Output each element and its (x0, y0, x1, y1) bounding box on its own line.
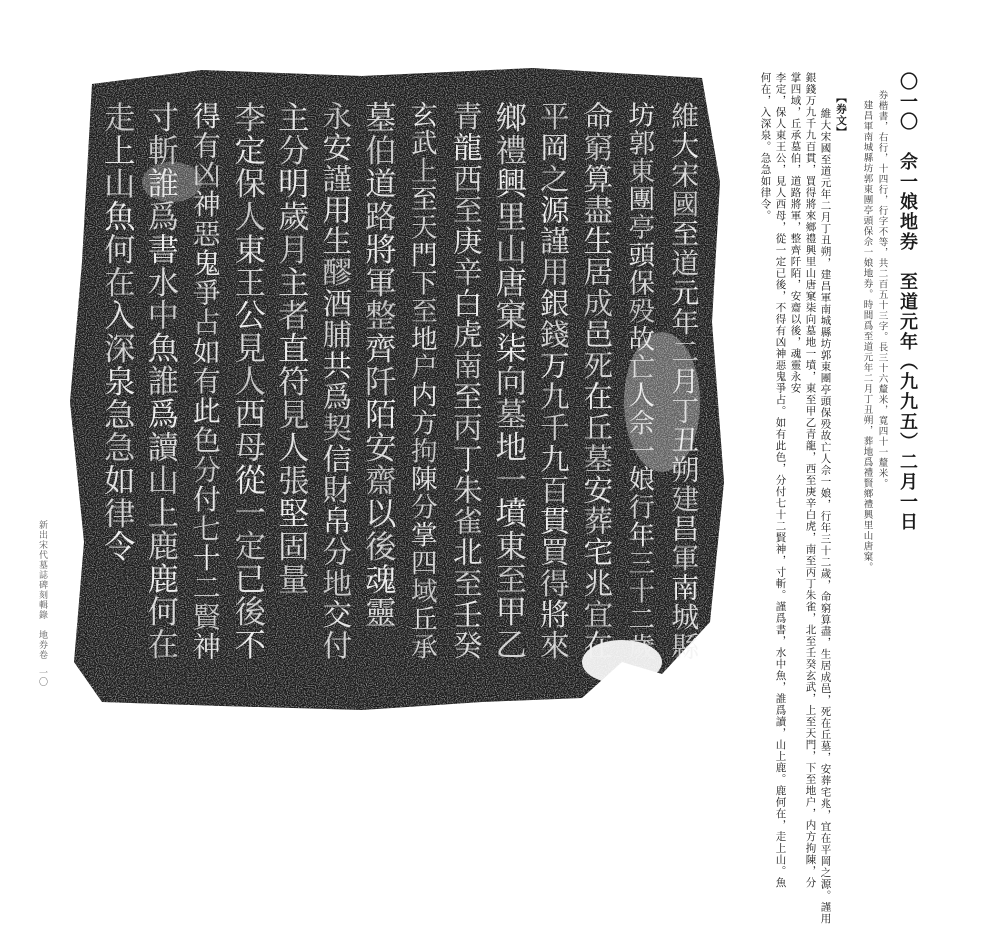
rubbing-char: 西 (453, 162, 483, 197)
rubbing-char: 東 (628, 156, 656, 188)
rubbing-char: 靈 (365, 595, 397, 632)
rubbing-char: 誰 (147, 364, 179, 401)
rubbing-char: 錢 (540, 317, 570, 352)
rubbing-char: 岡 (540, 131, 570, 166)
rubbing-char: 路 (365, 199, 397, 236)
rubbing-char: 禮 (495, 133, 527, 170)
rubbing-char: 上 (411, 156, 438, 188)
rubbing-char: 九 (540, 442, 570, 477)
rubbing-char: 縣 (671, 630, 700, 664)
rubbing-char: 武 (411, 128, 438, 160)
rubbing-char: 墓 (495, 397, 527, 434)
rubbing-char: 山 (147, 463, 179, 499)
rubbing-char: 後 (234, 594, 266, 631)
rubbing-char: 户 (411, 352, 438, 384)
rubbing-char: 凶 (192, 158, 221, 192)
rubbing-char: 至 (411, 184, 438, 216)
rubbing-char: 二 (628, 604, 656, 636)
rubbing-char: 律 (104, 496, 136, 533)
page-title: 〇一〇 佘一娘地券 至道元年（九九五）二月一日 (897, 72, 918, 532)
rubbing-char: 四 (411, 548, 438, 580)
rubbing-char: 地 (411, 324, 438, 356)
rubbing-char: 千 (540, 411, 570, 446)
rubbing-char: 李 (234, 100, 266, 137)
rubbing-char: 虎 (453, 317, 483, 352)
rubbing-char: 永 (322, 100, 353, 135)
rubbing-char: 國 (671, 188, 700, 222)
rubbing-char: 東 (495, 528, 527, 565)
rubbing-char: 鬼 (192, 247, 221, 281)
rubbing-char: 地 (322, 566, 353, 601)
rubbing-char: 安 (365, 430, 397, 467)
rubbing-char: 維 (671, 99, 700, 133)
rubbing-char: 堅 (278, 496, 310, 533)
rubbing-char: 泉 (104, 364, 136, 401)
rubbing-char: 天 (411, 212, 438, 244)
rubbing-char: 至 (495, 561, 527, 598)
rubbing-char: 如 (192, 335, 221, 369)
rubbing-char: 主 (278, 265, 310, 302)
rubbing-char: 年 (671, 306, 700, 340)
rubbing-char: 百 (540, 473, 570, 508)
rubbing-char: 謹 (540, 224, 570, 259)
rubbing-char: 保 (234, 166, 266, 203)
rubbing-char: 分 (278, 133, 310, 170)
rubbing-char: 行 (628, 492, 656, 524)
rubbing-char: 宋 (671, 158, 700, 192)
rubbing-char: 鹿 (147, 561, 179, 598)
rubbing-char: 庚 (453, 224, 483, 259)
rubbing-char: 佘 (628, 408, 656, 440)
rubbing-char: 娘 (628, 464, 656, 496)
rubbing-char: 朱 (453, 473, 483, 508)
rubbing-char: 九 (540, 380, 570, 415)
rubbing-char: 令 (104, 529, 136, 566)
rubbing-char: 將 (540, 597, 570, 632)
rubbing-char: 分 (192, 453, 221, 487)
rubbing-char: 建 (671, 483, 700, 516)
rubbing-char: 張 (278, 463, 310, 500)
rubbing-char: 歲 (278, 199, 310, 236)
rubbing-char: 三 (628, 548, 656, 580)
rubbing-char: 分 (322, 535, 353, 570)
meta-line-2: 建昌軍南城縣坊郭東團亭頭保佘一娘地券。時間爲至道元年二月丁丑朔，葬地爲禮賢鄉禮興里山唐窠。 (861, 100, 873, 573)
rubbing-char: 帛 (322, 504, 353, 539)
rubbing-char: 死 (583, 349, 614, 383)
rubbing-char: 將 (365, 232, 397, 269)
rubbing-char: 邑 (583, 317, 614, 352)
rubbing-char: 母 (234, 430, 266, 466)
rubbing-char: 朔 (671, 453, 700, 487)
rubbing-char: 來 (540, 629, 570, 663)
rubbing-char: 見 (278, 397, 310, 434)
rubbing-char: 符 (278, 364, 310, 401)
rubbing-char: 寸 (147, 100, 179, 137)
rubbing-char: 歲 (628, 632, 656, 664)
rubbing-char: 脯 (322, 317, 353, 352)
rubbing-char: 十 (192, 541, 221, 575)
rubbing-char: 生 (583, 224, 614, 259)
rubbing-char: 道 (365, 166, 397, 203)
rubbing-char: 如 (104, 463, 136, 500)
rubbing-char: 占 (192, 306, 221, 340)
rubbing-char: 元 (671, 276, 700, 310)
rubbing-char: 主 (278, 100, 310, 137)
rubbing-char: 此 (192, 394, 221, 428)
rubbing-char: 辛 (453, 255, 483, 290)
rubbing-char: 墳 (495, 495, 527, 532)
rubbing-char: 至 (453, 193, 483, 228)
rubbing-char: 宜 (583, 597, 614, 632)
rubbing-char: 地 (495, 430, 527, 466)
rubbing-char: 安 (583, 473, 614, 508)
rubbing-char: 丘 (411, 604, 438, 636)
rubbing-char: 交 (322, 597, 353, 632)
rubbing-char: 里 (495, 199, 527, 236)
rubbing-char: 大 (671, 129, 700, 163)
rubbing-char: 窠 (495, 298, 527, 335)
rubbing-char: 深 (104, 331, 136, 368)
rubbing-char: 之 (540, 162, 570, 197)
rubbing-char: 至 (453, 566, 483, 601)
rubbing-char: 魚 (147, 331, 179, 368)
rubbing-char: 見 (234, 331, 266, 368)
rubbing-image (62, 62, 727, 717)
rubbing-char: 故 (628, 324, 656, 356)
rubbing-char: 窮 (583, 131, 614, 166)
rubbing-char: 付 (192, 483, 221, 516)
rubbing-char: 神 (192, 188, 221, 222)
rubbing-char: 龍 (453, 131, 483, 166)
rubbing-char: 從 (234, 463, 266, 499)
rubbing-char: 盡 (583, 193, 614, 228)
rubbing-char: 東 (234, 232, 266, 269)
rubbing-char: 付 (322, 629, 353, 663)
rubbing-char: 至 (411, 296, 438, 328)
rubbing-char: 城 (671, 600, 700, 634)
rubbing-char: 居 (583, 255, 614, 290)
rubbing-char: 人 (628, 380, 656, 412)
rubbing-char: 已 (234, 561, 266, 598)
rubbing-char: 人 (278, 430, 310, 467)
rubbing-char: 惡 (192, 217, 221, 251)
rubbing-char: 承 (411, 632, 438, 664)
rubbing-char: 算 (583, 162, 614, 197)
rubbing-char: 軍 (365, 265, 397, 302)
rubbing-char: 爲 (147, 199, 179, 236)
rubbing-char: 醪 (322, 255, 353, 290)
rubbing-char: 急 (104, 430, 136, 467)
rubbing-char: 分 (411, 492, 438, 524)
rubbing-char: 方 (411, 408, 438, 440)
rubbing-char: 貫 (540, 504, 570, 539)
rubbing-char: 軍 (671, 541, 700, 575)
rubbing-char: 上 (147, 495, 179, 532)
rubbing-char: 一 (628, 436, 656, 468)
rubbing-char: 甲 (495, 594, 527, 631)
rubbing-char: 月 (278, 232, 310, 269)
rubbing-char: 銀 (540, 286, 570, 321)
rubbing-char: 量 (278, 562, 310, 599)
rubbing-char: 用 (322, 193, 353, 228)
rubbing-char: 域 (411, 576, 438, 608)
rubbing-char: 雀 (453, 504, 483, 539)
rubbing-char: 爲 (147, 397, 179, 434)
rubbing-char: 固 (278, 529, 310, 566)
rubbing-char: 入 (104, 298, 136, 335)
rubbing-char: 買 (540, 535, 570, 570)
rubbing-char: 何 (147, 594, 179, 631)
rubbing-char: 中 (147, 298, 179, 335)
rubbing-char: 齋 (365, 463, 397, 500)
rubbing-char: 契 (322, 411, 353, 446)
rubbing-char: 共 (322, 349, 353, 383)
rubbing-char: 者 (278, 298, 310, 335)
rubbing-char: 墓 (583, 442, 614, 477)
rubbing-char: 南 (453, 349, 483, 383)
rubbing-char: 山 (495, 232, 527, 269)
rubbing-char: 明 (278, 166, 310, 203)
body-line-5: 何在，入深泉。急急如律令。 (759, 72, 772, 222)
rubbing-char: 以 (365, 496, 397, 533)
rubbing-char: 山 (104, 166, 136, 203)
rubbing-char: 神 (192, 630, 221, 664)
rubbing-char: 頭 (628, 240, 656, 272)
rubbing-char: 安 (322, 131, 353, 166)
rubbing-char: 保 (628, 268, 656, 300)
rubbing-char: 内 (411, 380, 438, 412)
rubbing-char: 酒 (322, 286, 353, 321)
rubbing-char: 唐 (495, 265, 527, 302)
rubbing-char: 在 (147, 627, 179, 664)
rubbing-char: 宅 (583, 535, 614, 570)
rubbing-char: 壬 (453, 597, 483, 632)
rubbing-char: 命 (583, 100, 614, 135)
rubbing-char: 直 (278, 331, 310, 368)
body-line-1: 維大宋國至道元年二月丁丑朔，建昌軍南城縣坊郭東團亭頭保殁故亡人佘一娘，行年三十二歲，命窮算盡，生居成邑，死在丘墓，安葬宅兆，宜在平岡之源。謹用 (819, 108, 832, 925)
rubbing-char: 葬 (583, 504, 614, 539)
rubbing-char: 賢 (192, 600, 221, 634)
rubbing-char: 走 (104, 100, 136, 137)
rubbing-char: 伯 (365, 133, 397, 170)
rubbing-char: 鹿 (147, 528, 179, 565)
rubbing-char: 定 (234, 528, 266, 565)
rubbing-char: 掌 (411, 520, 438, 552)
body-line-2: 銀錢万九千九百貫，買得將來鄉禮興里山唐窠柒向墓地一墳，東至甲乙青龍，西至庚辛白虎，南至丙丁朱雀，北至壬癸玄武，上至天門，下至地户，内方拘陳，分 (804, 72, 817, 889)
rubbing-char: 有 (192, 365, 221, 399)
rubbing-char: 陳 (411, 464, 438, 496)
rubbing-char: 斬 (147, 133, 179, 170)
rubbing-char: 定 (234, 133, 266, 170)
rubbing-char: 在 (583, 629, 614, 663)
rubbing-char: 整 (365, 298, 397, 335)
rubbing-char: 誰 (147, 166, 179, 203)
rubbing-char: 殁 (628, 296, 656, 328)
rubbing-svg (62, 62, 727, 717)
rubbing-char: 平 (540, 100, 570, 135)
rubbing-char: 亡 (628, 352, 656, 384)
rubbing-char: 何 (104, 232, 136, 269)
rubbing-char: 有 (192, 129, 221, 163)
rubbing-char: 丙 (453, 411, 483, 446)
rubbing-char: 王 (234, 265, 266, 302)
rubbing-char: 書 (147, 232, 179, 269)
rubbing-char: 向 (495, 364, 527, 401)
rubbing-char: 魂 (365, 562, 397, 599)
rubbing-char: 二 (671, 335, 700, 369)
rubbing-char: 阡 (365, 364, 397, 401)
rubbing-char: 下 (411, 268, 438, 300)
rubbing-char: 万 (540, 349, 570, 383)
rubbing-char: 西 (234, 397, 266, 434)
body-line-4: 李定，保人東王公，見人西母，從一定已後，不得有凶神惡鬼爭占。如有此色，分付七十二賢神，寸斬。謹爲書，水中魚，誰爲讀，山上鹿。鹿何在，走上山。魚 (774, 72, 787, 889)
rubbing-char: 南 (671, 571, 700, 605)
rubbing-char: 至 (453, 380, 483, 415)
rubbing-char: 一 (495, 463, 527, 499)
rubbing-char: 至 (671, 217, 700, 251)
body-line-3: 掌四域，丘承墓伯，道路將軍，整齊阡陌，安齋以後，魂靈永安 (789, 72, 802, 394)
rubbing-char: 急 (104, 397, 136, 434)
rubbing-char: 得 (192, 99, 221, 133)
rubbing-char: 丘 (583, 411, 614, 446)
rubbing-char: 在 (104, 265, 136, 302)
running-footer: 新出宋代墓誌碑刻輯錄 地券卷 (37, 520, 47, 660)
rubbing-char: 二 (192, 571, 221, 605)
section-label: 【券文】 (835, 92, 847, 138)
rubbing-char: 道 (671, 247, 700, 281)
rubbing-char: 亭 (628, 212, 656, 244)
rubbing-char: 丁 (453, 442, 483, 477)
rubbing-char: 信 (322, 442, 353, 477)
rubbing-char: 興 (495, 166, 527, 203)
rubbing-char: 魚 (104, 199, 136, 236)
rubbing-char: 丑 (671, 424, 700, 457)
rubbing-char: 拘 (411, 436, 438, 468)
rubbing-char: 人 (234, 199, 266, 236)
rubbing-char: 門 (411, 240, 438, 272)
rubbing-char: 坊 (628, 100, 656, 132)
rubbing-char: 白 (453, 286, 483, 321)
rubbing-char: 年 (628, 520, 656, 552)
rubbing-char: 月 (671, 365, 700, 399)
rubbing-char: 十 (628, 576, 656, 608)
rubbing-char: 癸 (453, 629, 483, 663)
rubbing-char: 在 (583, 380, 614, 415)
rubbing-char: 不 (234, 627, 266, 664)
rubbing-char: 得 (540, 566, 570, 601)
rubbing-char: 乙 (495, 627, 527, 664)
rubbing-char: 郭 (628, 128, 656, 160)
page-number: 一〇 (37, 668, 47, 686)
rubbing-char: 水 (147, 265, 179, 302)
rubbing-char: 墓 (365, 100, 397, 137)
rubbing-char: 陌 (365, 397, 397, 434)
rubbing-char: 公 (234, 298, 266, 335)
rubbing-char: 成 (583, 286, 614, 321)
rubbing-char: 人 (234, 364, 266, 401)
rubbing-char: 上 (104, 133, 136, 170)
rubbing-char: 鄉 (495, 100, 527, 137)
rubbing-char: 兆 (583, 566, 614, 601)
rubbing-char: 七 (192, 512, 221, 546)
rubbing-char: 昌 (671, 512, 700, 546)
rubbing-char: 青 (453, 100, 483, 135)
rubbing-char: 爲 (322, 380, 353, 415)
rubbing-char: 齊 (365, 331, 397, 368)
rubbing-char: 爭 (192, 276, 221, 310)
rubbing-char: 一 (234, 495, 266, 532)
rubbing-char: 柒 (495, 331, 527, 368)
rubbing-char: 後 (365, 529, 397, 566)
rubbing-char: 生 (322, 224, 353, 259)
rubbing-char: 讀 (147, 430, 179, 466)
rubbing-char: 用 (540, 255, 570, 290)
rubbing-char: 玄 (411, 100, 438, 132)
rubbing-char: 源 (540, 193, 570, 228)
rubbing-char: 丁 (671, 394, 700, 428)
rubbing-char: 色 (192, 424, 221, 457)
rubbing-char: 財 (322, 473, 353, 508)
meta-line-1: 券楷書，右行，十四行，行字不等，共二百五十三字。長三十六釐米，寬四十一釐米。 (876, 90, 888, 489)
rubbing-char: 團 (628, 184, 656, 216)
rubbing-char: 北 (453, 535, 483, 570)
rubbing-char: 謹 (322, 162, 353, 197)
